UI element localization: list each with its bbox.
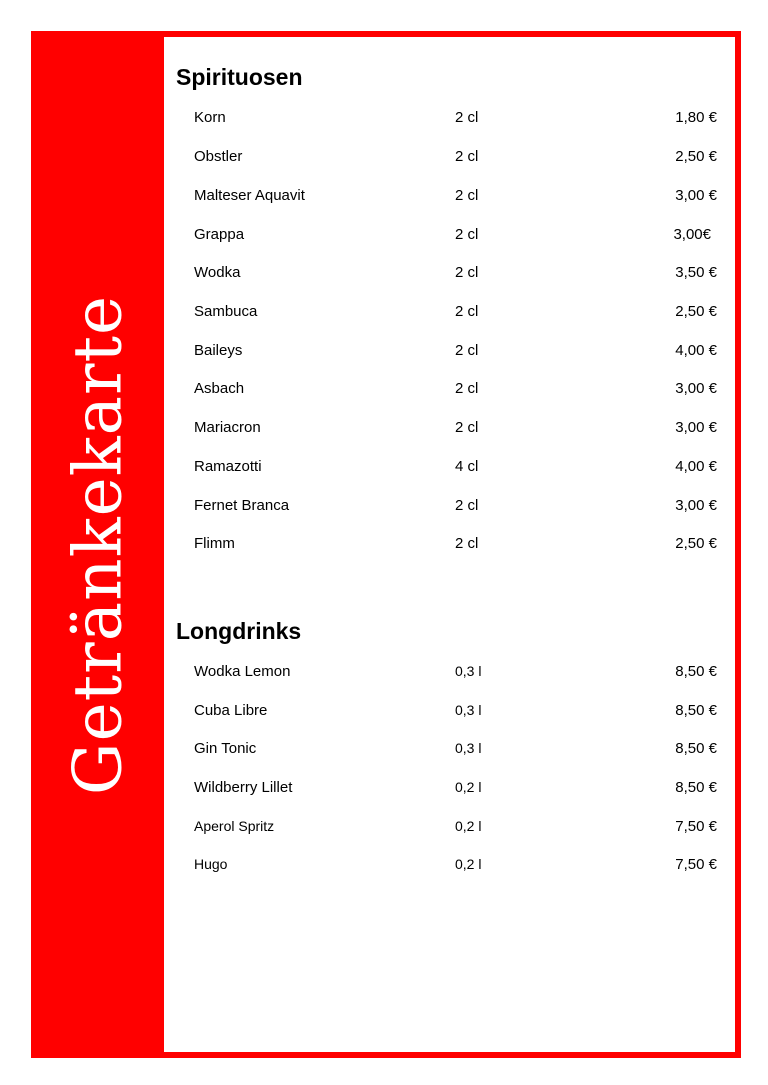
item-price: 3,00€ <box>673 226 711 243</box>
item-price: 8,50 € <box>675 779 717 796</box>
item-quantity: 2 cl <box>455 303 479 320</box>
item-quantity: 2 cl <box>455 264 479 281</box>
sidebar-banner <box>31 31 164 1058</box>
menu-item <box>194 535 717 555</box>
item-name: Gin Tonic <box>194 740 257 757</box>
menu-item <box>194 818 717 838</box>
item-quantity: 2 cl <box>455 497 479 514</box>
menu-item <box>194 497 717 517</box>
item-name: Wildberry Lillet <box>194 779 293 796</box>
item-quantity: 0,3 l <box>455 740 482 756</box>
item-name: Obstler <box>194 148 243 165</box>
menu-item <box>194 226 717 246</box>
item-name: Sambuca <box>194 303 258 320</box>
item-quantity: 2 cl <box>455 187 479 204</box>
item-quantity: 0,2 l <box>455 818 482 834</box>
menu-title: Getränkekarte <box>59 294 136 795</box>
item-quantity: 0,2 l <box>455 856 482 872</box>
item-price: 7,50 € <box>675 818 717 835</box>
item-name: Hugo <box>194 856 228 872</box>
item-price: 2,50 € <box>675 303 717 320</box>
item-name: Cuba Libre <box>194 702 268 719</box>
item-name: Grappa <box>194 226 245 243</box>
menu-item <box>194 458 717 478</box>
item-price: 2,50 € <box>675 535 717 552</box>
item-name: Flimm <box>194 535 235 552</box>
item-name: Baileys <box>194 342 243 359</box>
item-quantity: 2 cl <box>455 342 479 359</box>
menu-item <box>194 419 717 439</box>
item-price: 4,00 € <box>675 342 717 359</box>
item-quantity: 2 cl <box>455 535 479 552</box>
menu-item <box>194 380 717 400</box>
item-quantity: 2 cl <box>455 226 479 243</box>
item-quantity: 2 cl <box>455 419 479 436</box>
item-name: Fernet Branca <box>194 497 290 514</box>
item-price: 1,80 € <box>675 109 717 126</box>
item-name: Aperol Spritz <box>194 818 275 834</box>
item-price: 3,50 € <box>675 264 717 281</box>
item-name: Malteser Aquavit <box>194 187 305 204</box>
menu-item <box>194 342 717 362</box>
item-quantity: 0,3 l <box>455 663 482 679</box>
item-price: 3,00 € <box>675 497 717 514</box>
item-price: 2,50 € <box>675 148 717 165</box>
item-name: Korn <box>194 109 226 126</box>
item-price: 8,50 € <box>675 702 717 719</box>
item-price: 8,50 € <box>675 663 717 680</box>
item-quantity: 2 cl <box>455 109 479 126</box>
item-quantity: 0,3 l <box>455 702 482 718</box>
item-name: Wodka Lemon <box>194 663 291 680</box>
menu-item <box>194 702 717 722</box>
menu-item <box>194 187 717 207</box>
item-quantity: 2 cl <box>455 148 479 165</box>
item-price: 3,00 € <box>675 187 717 204</box>
section-heading-longdrinks: Longdrinks <box>176 618 302 644</box>
menu-item <box>194 264 717 284</box>
menu-item <box>194 148 717 168</box>
menu-item <box>194 109 717 129</box>
item-price: 7,50 € <box>675 856 717 873</box>
menu-item <box>194 856 717 876</box>
menu-item <box>194 303 717 323</box>
section-heading-spirituosen: Spirituosen <box>176 64 303 90</box>
item-name: Mariacron <box>194 419 261 436</box>
item-quantity: 0,2 l <box>455 779 482 795</box>
item-price: 3,00 € <box>675 419 717 436</box>
item-name: Asbach <box>194 380 245 397</box>
item-quantity: 2 cl <box>455 380 479 397</box>
item-quantity: 4 cl <box>455 458 479 475</box>
item-name: Ramazotti <box>194 458 262 475</box>
item-price: 8,50 € <box>675 740 717 757</box>
item-price: 4,00 € <box>675 458 717 475</box>
menu-item <box>194 740 717 760</box>
item-price: 3,00 € <box>675 380 717 397</box>
menu-item <box>194 663 717 683</box>
item-name: Wodka <box>194 264 241 281</box>
menu-item <box>194 779 717 799</box>
